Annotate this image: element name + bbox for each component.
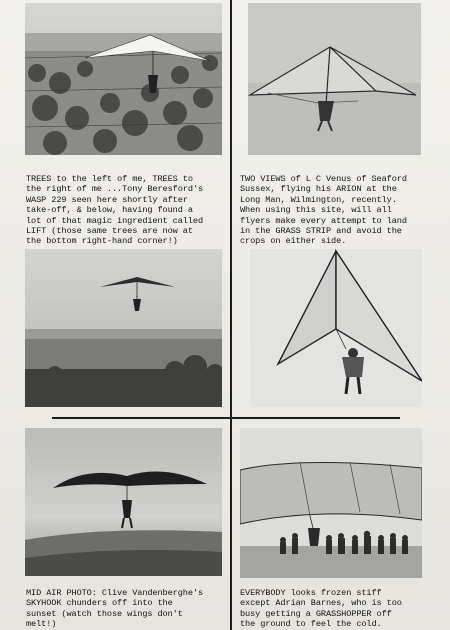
photo-arion-glider-sky (248, 3, 421, 155)
photo-arion-closeup (250, 249, 422, 407)
caption-mid-air: MID AIR PHOTO: Clive Vandenberghe's SKYHOOK chunders off into the sunset (watch those wings don't melt!) (26, 588, 203, 630)
photo-glider-over-orchard (25, 3, 222, 155)
photo-skyhook-sunset (25, 428, 222, 576)
caption-two-views: TWO VIEWS of L C Venus of Seaford Sussex, flying his ARION at the Long Man, Wilmington, recently. When using this site, will all flyers make every attempt to land in the GRASS STRIP and avoid the crops on either side. (240, 174, 407, 247)
vertical-divider (230, 0, 232, 630)
photo-grasshopper-crowd (240, 428, 422, 578)
caption-trees: TREES to the left of me, TREES to the right of me ...Tony Beresford's WASP 229 seen here shortly after take-off, & below, having found a lot of that magic ingredient called LIFT (those same trees are now at the bottom right-hand corner!) (26, 174, 203, 247)
photo-glider-lift (25, 249, 222, 407)
caption-everybody: EVERYBODY looks frozen stiff except Adrian Barnes, who is too busy getting a GRASSHOPPER off the ground to feel the cold. (240, 588, 402, 630)
horizontal-divider (52, 417, 400, 419)
